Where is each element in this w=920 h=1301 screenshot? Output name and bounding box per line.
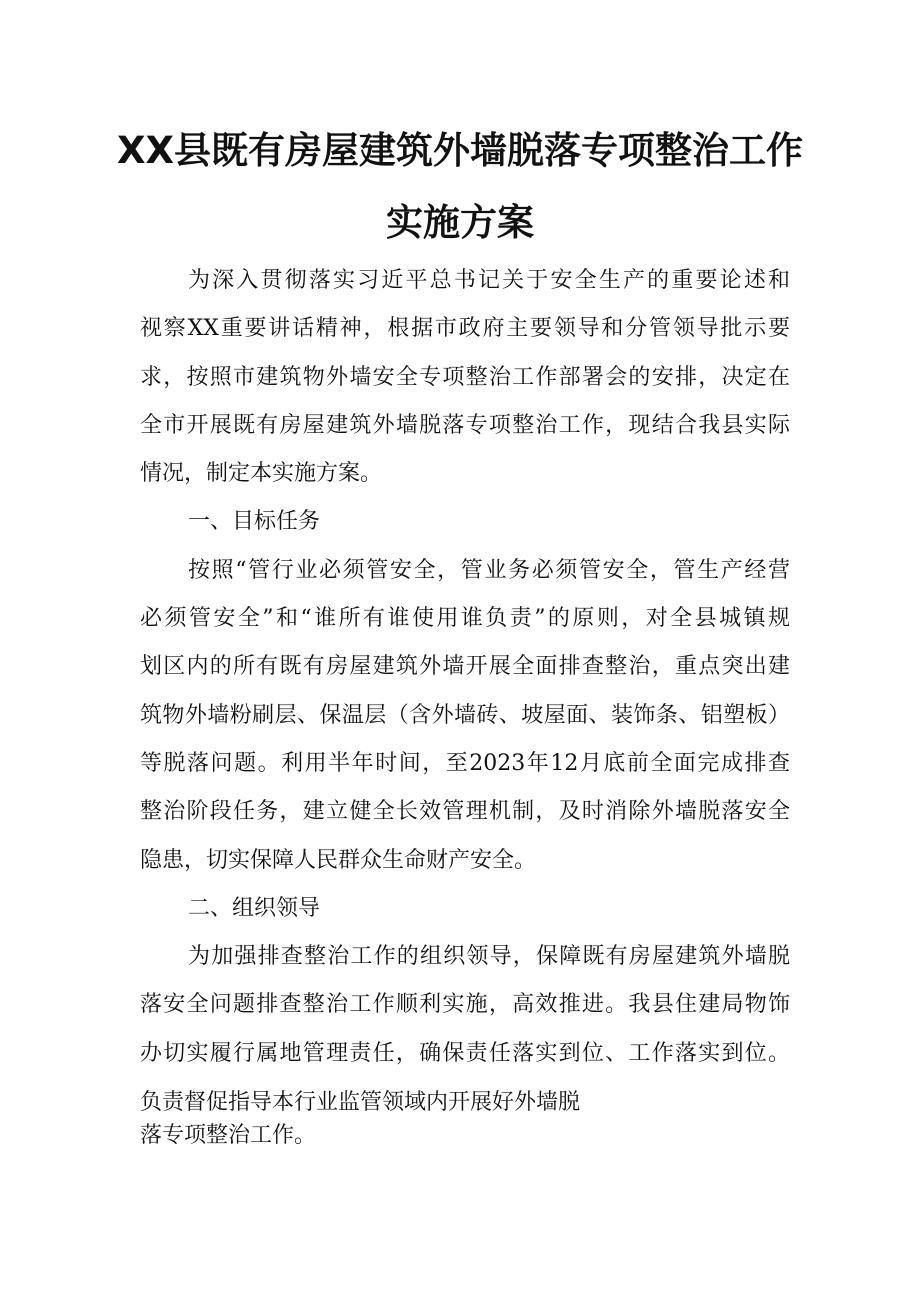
paragraph-line: 情况，制定本实施方案。 xyxy=(140,461,383,486)
paragraph-line: 落专项整治工作。 xyxy=(140,1123,317,1148)
paragraph-line: 为深入贯彻落实习近平总书记关于安全生产的重要论述和 xyxy=(188,268,790,293)
paragraph-line: 等脱落问题。利用半年时间，至2023年12月底前全面完成排查 xyxy=(140,751,790,776)
paragraph-line: 为加强排查整治工作的组织领导，保障既有房屋建筑外墙脱 xyxy=(188,944,790,969)
paragraph-line: 办切实履行属地管理责任，确保责任落实到位、工作落实到位。 xyxy=(140,1041,790,1066)
section-heading: 二、组织领导 xyxy=(188,896,321,921)
paragraph-line: 负责督促指导本行业监管领域内开展好外墙脱 xyxy=(140,1090,581,1115)
paragraph-line: 按照“管行业必须管安全，管业务必须管安全，管生产经营 xyxy=(188,558,790,583)
paragraph-line: 整治阶段任务，建立健全长效管理机制，及时消除外墙脱落安全 xyxy=(140,799,790,824)
paragraph-line: 筑物外墙粉刷层、保温层（含外墙砖、坡屋面、装饰条、铝塑板） xyxy=(140,703,790,728)
paragraph-line: 全市开展既有房屋建筑外墙脱落专项整治工作，现结合我县实际 xyxy=(140,413,790,438)
section-heading: 一、目标任务 xyxy=(188,509,321,534)
document-title-line-2: 实施方案 xyxy=(386,201,534,244)
paragraph-line: 划区内的所有既有房屋建筑外墙开展全面排查整治，重点突出建 xyxy=(140,654,790,679)
document-title-line-1: XX县既有房屋建筑外墙脱落专项整治工作 xyxy=(116,129,804,172)
paragraph-line: 隐患，切实保障人民群众生命财产安全。 xyxy=(140,848,537,873)
paragraph-line: 求，按照市建筑物外墙安全专项整治工作部署会的安排，决定在 xyxy=(140,365,790,390)
paragraph-line: 落安全问题排查整治工作顺利实施，高效推进。我县住建局物饰 xyxy=(140,992,790,1017)
paragraph-line: 视察XX重要讲话精神，根据市政府主要领导和分管领导批示要 xyxy=(140,316,790,341)
paragraph-line: 必须管安全”和“谁所有谁使用谁负责”的原则，对全县城镇规 xyxy=(140,606,790,631)
